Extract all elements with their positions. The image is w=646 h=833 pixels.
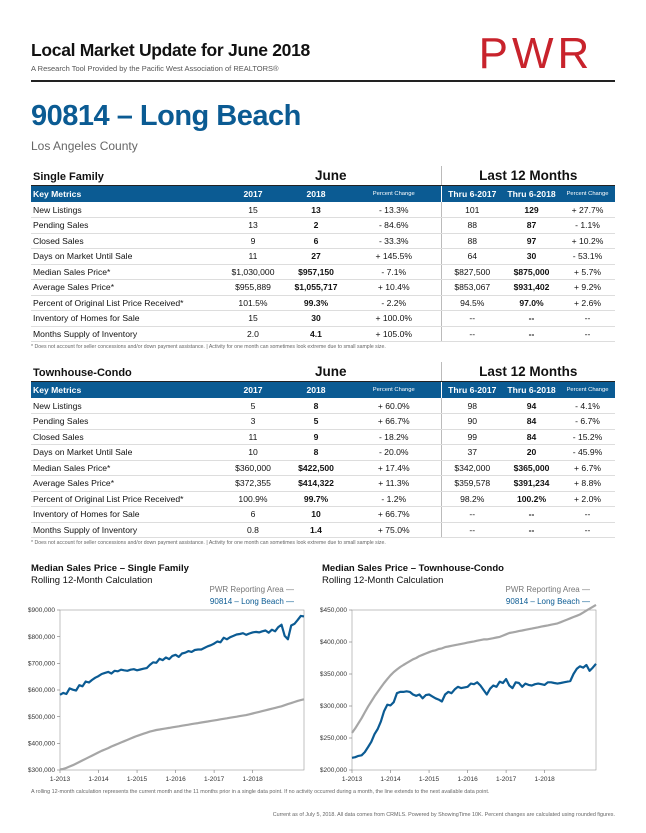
- y-tick-label: $300,000: [319, 703, 347, 711]
- metric-name: Months Supply of Inventory: [31, 522, 221, 538]
- x-tick-label: 1-2015: [126, 776, 148, 783]
- plot-frame: [60, 610, 304, 770]
- y-tick-label: $700,000: [27, 660, 55, 668]
- value-thru-2018: --: [503, 326, 560, 342]
- chart-subtitle-townhouse: Rolling 12-Month Calculation: [322, 575, 444, 586]
- value-thru-2017: --: [441, 522, 503, 538]
- value-thru-2017: --: [441, 311, 503, 327]
- col-thru-2018: Thru 6-2018: [503, 185, 560, 202]
- value-2017: 100.9%: [221, 491, 285, 507]
- metric-name: Inventory of Homes for Sale: [31, 311, 221, 327]
- y-tick-label: $350,000: [319, 671, 347, 679]
- chart-single-family: [20, 604, 310, 786]
- value-2018: 99.7%: [285, 491, 347, 507]
- place-title: 90814 – Long Beach: [31, 100, 301, 132]
- x-tick-label: 1-2018: [534, 776, 555, 783]
- percent-change-12: --: [560, 311, 615, 327]
- section-header-row: [31, 362, 615, 381]
- percent-change: + 11.3%: [347, 476, 441, 492]
- section-title: Townhouse-Condo: [31, 362, 221, 381]
- metric-name: Closed Sales: [31, 233, 221, 249]
- x-tick-label: 1-2014: [380, 776, 401, 783]
- col-percent-change-12: Percent Change: [560, 185, 615, 202]
- value-2017: $360,000: [221, 460, 285, 476]
- y-tick-label: $200,000: [319, 767, 347, 775]
- value-thru-2017: 64: [441, 249, 503, 265]
- value-2017: 0.8: [221, 522, 285, 538]
- value-2018: $1,055,717: [285, 280, 347, 296]
- col-thru-2017: Thru 6-2017: [441, 381, 503, 398]
- value-2018: 8: [285, 398, 347, 414]
- pwr-logo-text: PWR: [478, 33, 594, 73]
- metric-name: New Listings: [31, 398, 221, 414]
- metric-name: New Listings: [31, 202, 221, 218]
- table-footnote: * Does not account for seller concessions and/or down payment assistance. | Activity for one month can sometimes look extreme due to small sample size.: [31, 540, 386, 546]
- metric-name: Percent of Original List Price Received*: [31, 491, 221, 507]
- value-2017: 6: [221, 507, 285, 523]
- value-2017: 9: [221, 233, 285, 249]
- value-thru-2017: 99: [441, 429, 503, 445]
- percent-change: + 105.0%: [347, 326, 441, 342]
- table-row: [31, 445, 615, 461]
- value-thru-2017: 98.2%: [441, 491, 503, 507]
- col-2018: 2018: [285, 185, 347, 202]
- series-line-pwr: [60, 699, 304, 769]
- metric-name: Median Sales Price*: [31, 460, 221, 476]
- legend-item-long-beach: 90814 – Long Beach —: [505, 597, 590, 606]
- legend-label: 90814 – Long Beach: [505, 597, 580, 606]
- table-row: [31, 476, 615, 492]
- metric-name: Pending Sales: [31, 414, 221, 430]
- percent-change-12: + 27.7%: [560, 202, 615, 218]
- value-2017: 3: [221, 414, 285, 430]
- value-thru-2018: $931,402: [503, 280, 560, 296]
- percent-change: + 66.7%: [347, 507, 441, 523]
- value-2017: 5: [221, 398, 285, 414]
- table-row: [31, 311, 615, 327]
- chart-title-townhouse: Median Sales Price – Townhouse-Condo: [322, 563, 504, 574]
- table-row: [31, 491, 615, 507]
- report-subtitle: A Research Tool Provided by the Pacific West Association of REALTORS®: [31, 64, 279, 73]
- legend-label: PWR Reporting Area: [209, 585, 284, 594]
- x-tick-label: 1-2016: [457, 776, 478, 783]
- value-2017: 10: [221, 445, 285, 461]
- value-thru-2018: --: [503, 507, 560, 523]
- col-key-metrics: Key Metrics: [31, 185, 221, 202]
- table-row: [31, 218, 615, 234]
- percent-change-12: + 8.8%: [560, 476, 615, 492]
- section-title: Single Family: [31, 166, 221, 185]
- value-2017: 11: [221, 429, 285, 445]
- percent-change: - 1.2%: [347, 491, 441, 507]
- chart-title-single-family: Median Sales Price – Single Family: [31, 563, 189, 574]
- table-row: [31, 264, 615, 280]
- percent-change: - 84.6%: [347, 218, 441, 234]
- metric-name: Average Sales Price*: [31, 476, 221, 492]
- metric-name: Pending Sales: [31, 218, 221, 234]
- percent-change-12: + 6.7%: [560, 460, 615, 476]
- table-row: [31, 414, 615, 430]
- percent-change: - 13.3%: [347, 202, 441, 218]
- table-row: [31, 249, 615, 265]
- value-2018: 10: [285, 507, 347, 523]
- value-thru-2018: 129: [503, 202, 560, 218]
- percent-change: - 33.3%: [347, 233, 441, 249]
- group-june: June: [221, 362, 441, 381]
- value-2018: $422,500: [285, 460, 347, 476]
- col-2017: 2017: [221, 381, 285, 398]
- percent-change: - 2.2%: [347, 295, 441, 311]
- metric-name: Days on Market Until Sale: [31, 249, 221, 265]
- y-tick-label: $400,000: [319, 639, 347, 647]
- x-tick-label: 1-2013: [341, 776, 363, 783]
- percent-change-12: --: [560, 326, 615, 342]
- table-row: [31, 398, 615, 414]
- value-2017: $372,355: [221, 476, 285, 492]
- value-thru-2017: 90: [441, 414, 503, 430]
- source-note: Current as of July 5, 2018. All data comes from CRMLS. Powered by ShowingTime 10K. Percent changes are calculated using rounded figures.: [272, 812, 615, 818]
- value-2018: 13: [285, 202, 347, 218]
- value-thru-2018: 87: [503, 218, 560, 234]
- value-thru-2018: --: [503, 311, 560, 327]
- value-thru-2017: 94.5%: [441, 295, 503, 311]
- chart-subtitle-single-family: Rolling 12-Month Calculation: [31, 575, 153, 586]
- report-title: Local Market Update for June 2018: [31, 40, 310, 60]
- series-line-pwr: [352, 605, 596, 733]
- group-june: June: [221, 166, 441, 185]
- x-tick-label: 1-2018: [242, 776, 263, 783]
- percent-change-12: + 5.7%: [560, 264, 615, 280]
- x-tick-label: 1-2013: [49, 776, 71, 783]
- value-thru-2018: 97: [503, 233, 560, 249]
- value-2018: $414,322: [285, 476, 347, 492]
- value-2018: 99.3%: [285, 295, 347, 311]
- county-name: Los Angeles County: [31, 139, 138, 153]
- col-2018: 2018: [285, 381, 347, 398]
- y-tick-label: $300,000: [27, 767, 55, 775]
- value-2017: 13: [221, 218, 285, 234]
- value-thru-2018: 20: [503, 445, 560, 461]
- chart-townhouse: [312, 604, 602, 786]
- value-2018: $957,150: [285, 264, 347, 280]
- y-tick-label: $250,000: [319, 735, 347, 743]
- x-tick-label: 1-2015: [418, 776, 440, 783]
- group-last-12: Last 12 Months: [441, 362, 615, 381]
- value-thru-2017: 37: [441, 445, 503, 461]
- percent-change: + 60.0%: [347, 398, 441, 414]
- table-row: [31, 202, 615, 218]
- value-2017: $1,030,000: [221, 264, 285, 280]
- metric-name: Percent of Original List Price Received*: [31, 295, 221, 311]
- value-2018: 30: [285, 311, 347, 327]
- header-rule: [31, 80, 615, 82]
- table-row: [31, 522, 615, 538]
- value-thru-2018: $365,000: [503, 460, 560, 476]
- value-thru-2017: $359,578: [441, 476, 503, 492]
- value-thru-2017: 88: [441, 233, 503, 249]
- x-tick-label: 1-2017: [495, 776, 517, 783]
- metric-name: Average Sales Price*: [31, 280, 221, 296]
- pwr-logo: [458, 33, 614, 73]
- value-thru-2017: $853,067: [441, 280, 503, 296]
- col-percent-change: Percent Change: [347, 381, 441, 398]
- value-2017: $955,889: [221, 280, 285, 296]
- value-thru-2017: 101: [441, 202, 503, 218]
- chart-legend: [446, 585, 590, 606]
- percent-change: - 20.0%: [347, 445, 441, 461]
- value-thru-2017: $827,500: [441, 264, 503, 280]
- percent-change-12: - 1.1%: [560, 218, 615, 234]
- x-tick-label: 1-2014: [88, 776, 109, 783]
- col-percent-change: Percent Change: [347, 185, 441, 202]
- y-tick-label: $600,000: [27, 687, 55, 695]
- x-tick-label: 1-2016: [165, 776, 186, 783]
- percent-change-12: + 2.6%: [560, 295, 615, 311]
- value-2017: 101.5%: [221, 295, 285, 311]
- chart-svg: [312, 604, 602, 786]
- col-percent-change-12: Percent Change: [560, 381, 615, 398]
- col-key-metrics: Key Metrics: [31, 381, 221, 398]
- col-thru-2017: Thru 6-2017: [441, 185, 503, 202]
- table-row: [31, 233, 615, 249]
- single-family-table: [31, 166, 615, 342]
- percent-change: - 18.2%: [347, 429, 441, 445]
- percent-change-12: - 4.1%: [560, 398, 615, 414]
- percent-change-12: + 2.0%: [560, 491, 615, 507]
- value-thru-2017: $342,000: [441, 460, 503, 476]
- series-line-long-beach: [60, 616, 304, 695]
- percent-change-12: --: [560, 522, 615, 538]
- legend-label: PWR Reporting Area: [505, 585, 580, 594]
- value-2017: 15: [221, 202, 285, 218]
- percent-change: + 17.4%: [347, 460, 441, 476]
- percent-change: + 66.7%: [347, 414, 441, 430]
- percent-change-12: - 6.7%: [560, 414, 615, 430]
- metric-name: Days on Market Until Sale: [31, 445, 221, 461]
- value-2017: 11: [221, 249, 285, 265]
- rolling-calc-note: A rolling 12-month calculation represents the current month and the 11 months prior in a single data point. If no activity occurred during a month, the line extends to the next available data point.: [31, 789, 490, 795]
- y-tick-label: $800,000: [27, 633, 55, 641]
- column-header-row: [31, 185, 615, 202]
- value-thru-2017: --: [441, 507, 503, 523]
- percent-change-12: - 53.1%: [560, 249, 615, 265]
- chart-legend: [150, 585, 294, 606]
- percent-change-12: + 9.2%: [560, 280, 615, 296]
- metric-name: Median Sales Price*: [31, 264, 221, 280]
- value-thru-2018: 30: [503, 249, 560, 265]
- table-footnote: * Does not account for seller concessions and/or down payment assistance. | Activity for one month can sometimes look extreme due to small sample size.: [31, 344, 386, 350]
- value-thru-2017: 88: [441, 218, 503, 234]
- value-thru-2018: 100.2%: [503, 491, 560, 507]
- value-2018: 4.1: [285, 326, 347, 342]
- value-thru-2018: 84: [503, 429, 560, 445]
- value-thru-2018: $391,234: [503, 476, 560, 492]
- percent-change: + 145.5%: [347, 249, 441, 265]
- percent-change: + 75.0%: [347, 522, 441, 538]
- col-thru-2018: Thru 6-2018: [503, 381, 560, 398]
- metric-name: Closed Sales: [31, 429, 221, 445]
- percent-change-12: + 10.2%: [560, 233, 615, 249]
- y-tick-label: $450,000: [319, 607, 347, 615]
- percent-change-12: --: [560, 507, 615, 523]
- table-row: [31, 507, 615, 523]
- value-2018: 2: [285, 218, 347, 234]
- x-tick-label: 1-2017: [203, 776, 225, 783]
- table-row: [31, 429, 615, 445]
- table-row: [31, 326, 615, 342]
- value-2018: 6: [285, 233, 347, 249]
- value-2017: 2.0: [221, 326, 285, 342]
- legend-item-pwr: PWR Reporting Area —: [209, 585, 294, 594]
- value-2017: 15: [221, 311, 285, 327]
- y-tick-label: $400,000: [27, 740, 55, 748]
- metric-name: Inventory of Homes for Sale: [31, 507, 221, 523]
- value-thru-2018: $875,000: [503, 264, 560, 280]
- value-thru-2017: 98: [441, 398, 503, 414]
- value-thru-2018: --: [503, 522, 560, 538]
- legend-item-long-beach: 90814 – Long Beach —: [209, 597, 294, 606]
- percent-change-12: - 45.9%: [560, 445, 615, 461]
- table-row: [31, 295, 615, 311]
- value-thru-2018: 94: [503, 398, 560, 414]
- plot-frame: [352, 610, 596, 770]
- y-tick-label: $900,000: [27, 607, 55, 615]
- value-thru-2018: 97.0%: [503, 295, 560, 311]
- legend-item-pwr: PWR Reporting Area —: [505, 585, 590, 594]
- percent-change: + 100.0%: [347, 311, 441, 327]
- value-2018: 1.4: [285, 522, 347, 538]
- value-thru-2017: --: [441, 326, 503, 342]
- legend-label: 90814 – Long Beach: [209, 597, 284, 606]
- metric-name: Months Supply of Inventory: [31, 326, 221, 342]
- value-thru-2018: 84: [503, 414, 560, 430]
- percent-change: + 10.4%: [347, 280, 441, 296]
- table-row: [31, 460, 615, 476]
- percent-change-12: - 15.2%: [560, 429, 615, 445]
- percent-change: - 7.1%: [347, 264, 441, 280]
- value-2018: 27: [285, 249, 347, 265]
- townhouse-condo-table: [31, 362, 615, 538]
- value-2018: 9: [285, 429, 347, 445]
- col-2017: 2017: [221, 185, 285, 202]
- chart-svg: [20, 604, 310, 786]
- table-row: [31, 280, 615, 296]
- value-2018: 8: [285, 445, 347, 461]
- column-header-row: [31, 381, 615, 398]
- value-2018: 5: [285, 414, 347, 430]
- y-tick-label: $500,000: [27, 713, 55, 721]
- section-header-row: [31, 166, 615, 185]
- group-last-12: Last 12 Months: [441, 166, 615, 185]
